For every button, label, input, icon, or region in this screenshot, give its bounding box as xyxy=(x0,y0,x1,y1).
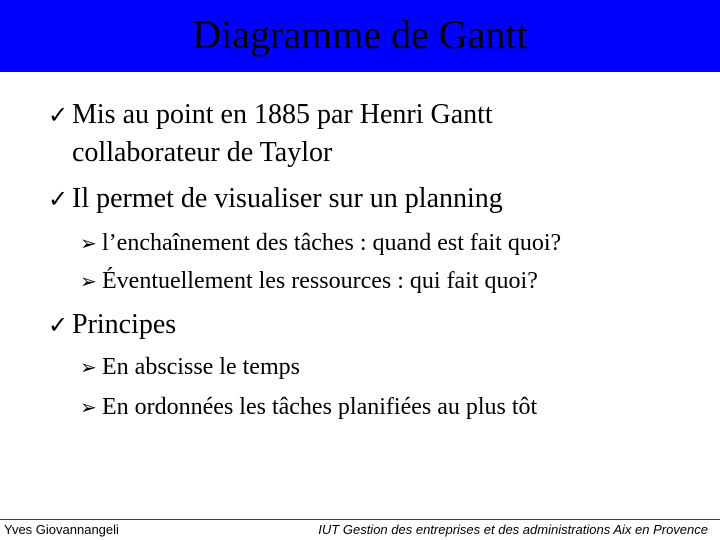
arrow-bullet-icon: ➢ xyxy=(80,269,97,293)
bullet-line: Mis au point en 1885 par Henri Gantt xyxy=(72,99,493,130)
sub-bullet-ressources xyxy=(80,264,700,298)
sub-bullet-ordonnees xyxy=(80,390,700,424)
bullet-line: Principes xyxy=(72,309,177,340)
bullet-visualisation xyxy=(48,180,688,218)
bullet-line: Il permet de visualiser sur un planning xyxy=(72,183,503,214)
checkmark-icon: ✓ xyxy=(48,185,69,213)
footer-institution: IUT Gestion des entreprises et des administrations Aix en Provence xyxy=(318,522,708,537)
bullet-principes xyxy=(48,306,688,344)
arrow-bullet-icon: ➢ xyxy=(80,395,97,419)
bullet-line: collaborateur de Taylor xyxy=(72,137,333,168)
bullet-line: En ordonnées les tâches planifiées au plus tôt xyxy=(102,394,538,420)
arrow-bullet-icon: ➢ xyxy=(80,355,97,379)
bullet-line: En abscisse le temps xyxy=(102,354,300,380)
footer-author: Yves Giovannangeli xyxy=(4,522,119,537)
bullet-gantt-origin xyxy=(48,96,688,172)
checkmark-icon: ✓ xyxy=(48,311,69,339)
bullet-line: l’enchaînement des tâches : quand est fait quoi? xyxy=(102,230,562,256)
sub-bullet-abscisse xyxy=(80,350,700,384)
bullet-line: Éventuellement les ressources : qui fait quoi? xyxy=(102,268,538,294)
arrow-bullet-icon: ➢ xyxy=(80,231,97,255)
slide-title: Diagramme de Gantt xyxy=(192,12,528,57)
checkmark-icon: ✓ xyxy=(48,101,69,129)
sub-bullet-enchainement xyxy=(80,226,700,260)
footer-divider xyxy=(0,519,720,520)
